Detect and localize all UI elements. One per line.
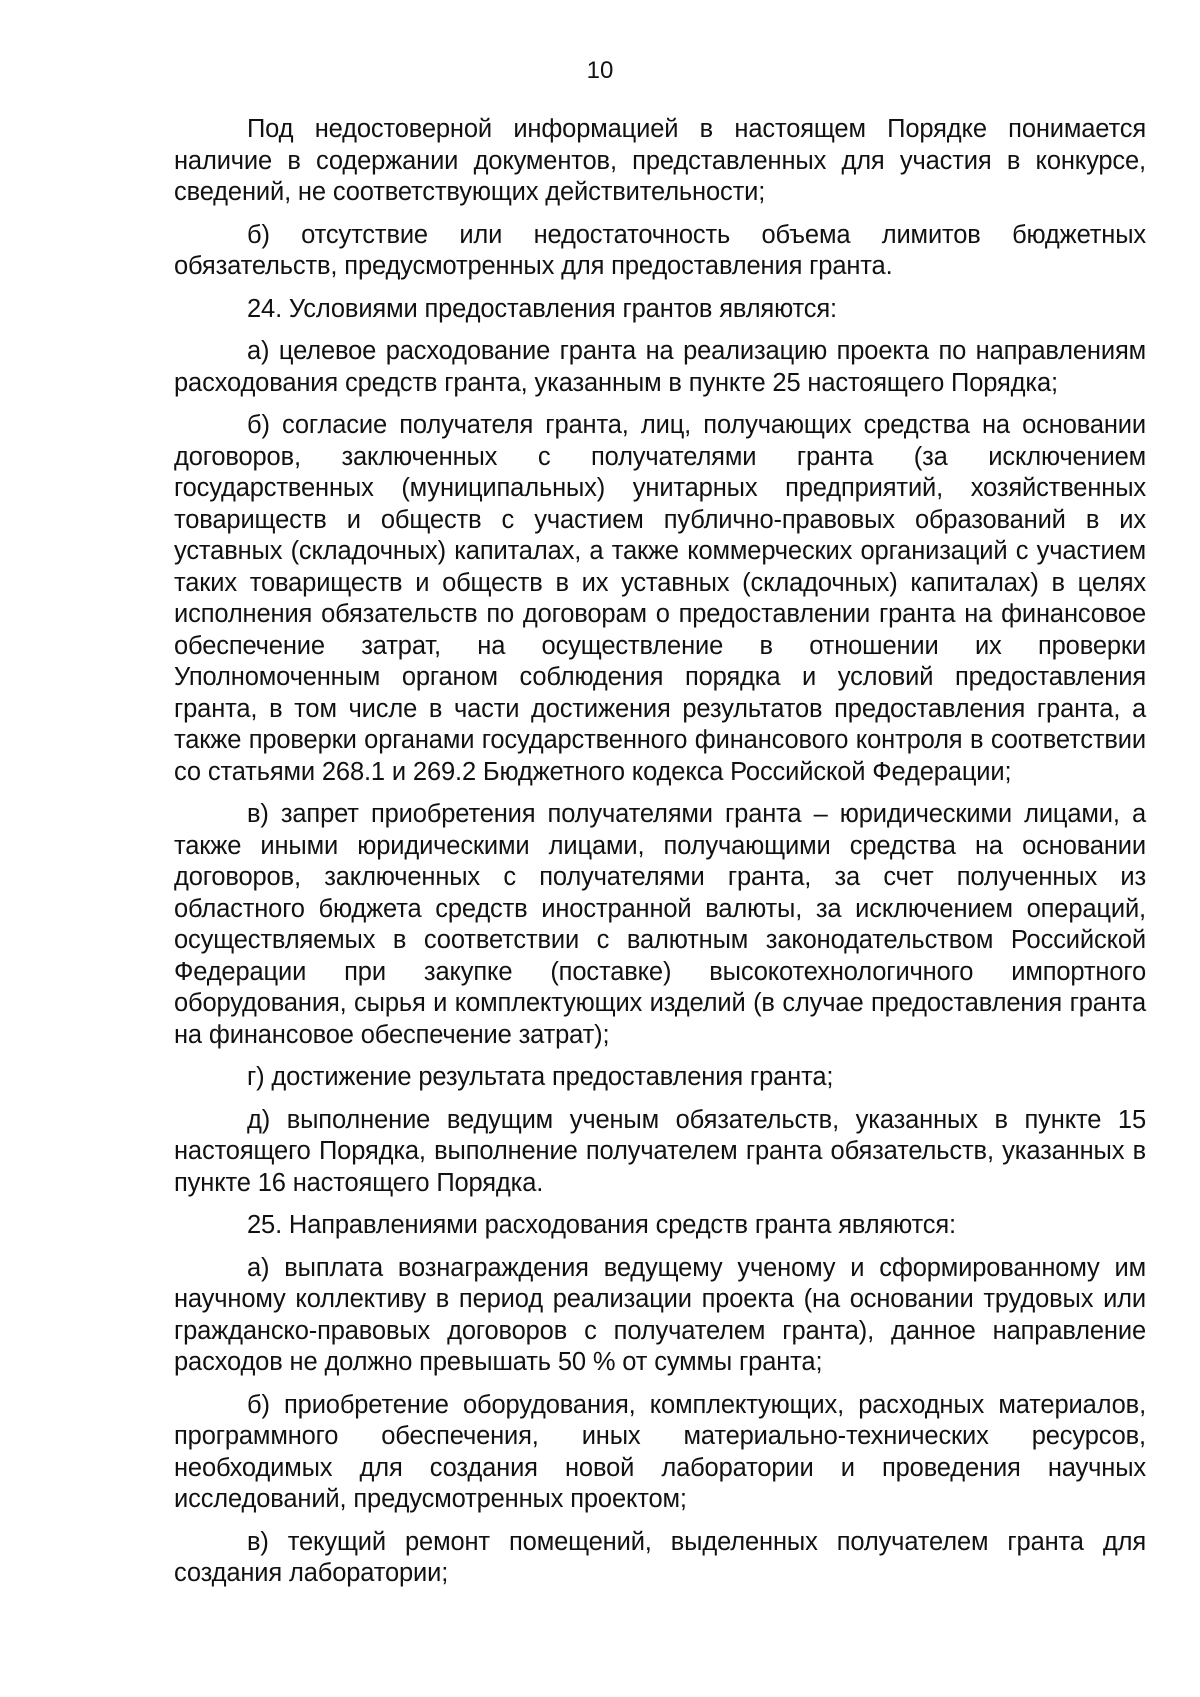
paragraph-24-a: а) целевое расходование гранта на реализацию проекта по направлениям расходования средств гранта, указанным в пункте 25 настоящего Порядка; [174, 337, 1146, 397]
paragraph-lack-of-budget-limits: б) отсутствие или недостаточность объема лимитов бюджетных обязательств, предусмотренных для предоставления гранта. [174, 220, 1146, 280]
paragraph-25-heading: 25. Направлениями расходования средств гранта являются: [247, 1211, 956, 1239]
document-body [174, 114, 1146, 1601]
paragraph-24-heading: 24. Условиями предоставления грантов являются: [247, 294, 837, 323]
paragraph-24-v: в) запрет приобретения получателями гранта – юридическими лицами, а также иными юридическими лицами, получающими средства на основании договоров, заключенных с получателями гранта, за счет полученных из областного бюджета средств иностранной валюты, за исключением операций, осуществляемых в соответствии с валютным законодательством Российской Федерации при закупке (поставке) высокотехнологичного импортного оборудования, сырья и комплектующих изделий (в случае предоставления гранта на финансовое обеспечение затрат); [174, 800, 1146, 1049]
paragraph-25-v: в) текущий ремонт помещений, выделенных получателем гранта для создания лаборатории; [174, 1527, 1146, 1587]
page-number: 10 [586, 57, 614, 84]
paragraph-24-b: б) согласие получателя гранта, лиц, получающих средства на основании договоров, заключенных с получателями гранта (за исключением государственных (муниципальных) унитарных предприятий, хозяйственных товариществ и обществ с участием публично-правовых образований в их уставных (складочных) капиталах, а также коммерческих организаций с участием таких товариществ и обществ в их уставных (складочных) капиталах) в целях исполнения обязательств по договорам о предоставлении гранта на финансовое обеспечение затрат, на осуществление в отношении их проверки Уполномоченным органом соблюдения порядка и условий предоставления гранта, в том числе в части достижения результатов предоставления гранта, а также проверки органами государственного финансового контроля в соответствии со статьями 268.1 и 269.2 Бюджетного кодекса Российской Федерации; [174, 411, 1146, 786]
paragraph-25-a: а) выплата вознаграждения ведущему ученому и сформированному им научному коллективу в период реализации проекта (на основании трудовых или гражданско-правовых договоров с получателем гранта), данное направление расходов не должно превышать 50 % от суммы гранта; [174, 1253, 1146, 1376]
paragraph-25-b: б) приобретение оборудования, комплектующих, расходных материалов, программного обеспечения, иных материально-технических ресурсов, необходимых для создания новой лаборатории и проведения научных исследований, предусмотренных проектом; [174, 1390, 1146, 1513]
paragraph-24-d: д) выполнение ведущим ученым обязательств, указанных в пункте 15 настоящего Порядка, выполнение получателем гранта обязательств, указанных в пункте 16 настоящего Порядка. [174, 1105, 1146, 1197]
paragraph-24-g: г) достижение результата предоставления гранта; [247, 1063, 834, 1091]
paragraph-unreliable-info-definition: Под недостоверной информацией в настоящем Порядке понимается наличие в содержании документов, представленных для участия в конкурсе, сведений, не соответствующих действительности; [174, 115, 1146, 206]
